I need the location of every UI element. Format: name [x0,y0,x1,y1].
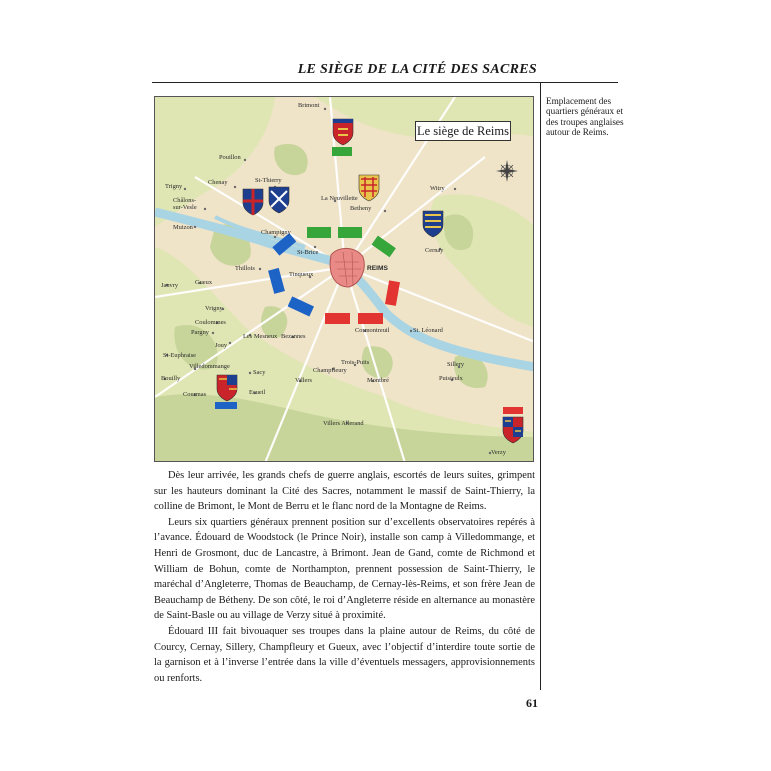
header-rule [152,82,618,83]
coat-of-arms-brimont [333,119,353,145]
troop-blue-2 [268,268,285,294]
page-number: 61 [526,696,538,710]
place-ecueil: Ecueil [249,389,266,396]
troop-green-1 [307,227,331,238]
place-trigny: Trigny [165,183,183,190]
paragraph-3: Édouard III fait bivouaquer ses troupes dans la plaine autour de Reims, du côté de Courcy, Cernay, Sillery, Champfleury et Gueux, avec l’objectif d’interdire toute sortie de la garnison et à l’inverse l’entrée dans la ville d’éventuels messagers, approvisionnements ou renforts. [154,625,535,684]
troop-green-brimont [332,147,352,156]
place-bouilly: Bouilly [161,375,181,382]
place-bezannes: Bezannes [281,333,306,340]
column-divider [540,82,541,690]
place-gueux: Gueux [195,279,213,286]
troop-blue-3 [288,296,314,316]
place-witry: Witry [430,185,445,192]
paragraph-1: Dès leur arrivée, les grands chefs de guerre anglais, escortés de leurs suites, grimpent sur les hauteurs dominant la Cité des Sacres, notamment le massif de Saint-Thierry, la colline de Brimont, le Mont de Berru et le flanc nord de la Montagne de Reims. [154,470,535,513]
place-st-brice: St-Brice [297,249,319,256]
place-brimont: Brimont [298,102,320,109]
troop-red-3 [358,313,383,324]
place-cormontreuil: Cormontreuil [355,327,390,334]
body-text [154,468,535,686]
place-st-leonard: St. Léonard [413,327,443,334]
paragraph-2: Leurs six quartiers généraux prennent position sur d’excellents observatoires repérés à l’avance. Édouard de Woodstock (le Prince Noir), installe son camp à Villedommange, et Henri de Grosmont, duc de Lancastre, à Brimont. Jean de Gand, comte de Richmond et William de Bohun, comte de Northampton, prennent possession de Saint-Thierry, le maréchal d’Angleterre, Thomas de Beauchamp, de Cernay-lès-Reims, et son frère Jean de Beauchamp de Bétheny. De son côté, le roi d’Angleterre réside en alternance au monastère de Saint-Basle ou au village de Verzy situé à proximité. [154,516,535,622]
place-villers-allerand: Villers Allerand [323,420,364,427]
place-pouillon: Pouillon [219,154,241,161]
place-betheny: Betheny [350,205,372,212]
place-verzy: Verzy [491,449,506,456]
place-reims: REIMS [367,265,388,272]
place-sillery: Sillery [447,361,465,368]
troop-green-2 [338,227,362,238]
running-title: LE SIÈGE DE LA CITÉ DES SACRES [297,62,537,77]
place-courmas: Courmas [183,391,207,398]
troop-blue-villedommange [215,402,237,409]
place-tinqueux: Tinqueux [289,271,314,278]
place-muizon: Muizon [173,224,193,231]
place-jouy: Jouy [215,342,228,349]
compass-rose-icon [496,160,518,182]
siege-map [154,96,534,462]
coat-of-arms-betheny [359,175,379,201]
place-champigny: Champigny [261,229,291,236]
coat-of-arms-st-thierry-2 [269,187,289,213]
place-vrigny: Vrigny [205,305,223,312]
place-coulommes: Coulommes [195,319,226,326]
place-chalons-sur-vesle: Châlons-sur-Vesle [173,197,197,211]
place-champfleury: Champfleury [313,367,347,374]
place-les-mesneux: Les Mesneux [243,333,278,340]
place-janvry: Janvry [161,282,179,289]
place-sacy: Sacy [253,369,266,376]
troop-red-2 [325,313,350,324]
place-montbre: Montbré [367,377,390,384]
place-villers: Villers [295,377,313,384]
place-chenay: Chenay [208,179,228,186]
place-pargny: Pargny [191,329,209,336]
place-puisieulx: Puisieulx [439,375,463,382]
map-caption: Emplacement des quartiers généraux et des troupes anglaises autour de Reims. [546,96,624,138]
place-la-neuvillette: La Neuvillette [321,195,358,202]
place-villedommange: Villedommange [189,363,230,370]
place-st-euphraise: St-Euphraise [163,352,197,359]
place-thillois: Thillois [235,265,255,272]
troop-green-3 [372,236,396,258]
place-cernay: Cernay [425,247,444,254]
coat-of-arms-st-thierry-1 [243,189,263,215]
troop-red-verzy [503,407,523,414]
place-trois-puits: Trois-Puits [341,359,370,366]
map-title: Le siège de Reims [415,121,511,141]
forest-4 [274,144,307,175]
place-st-thierry: St-Thierry [255,177,282,184]
